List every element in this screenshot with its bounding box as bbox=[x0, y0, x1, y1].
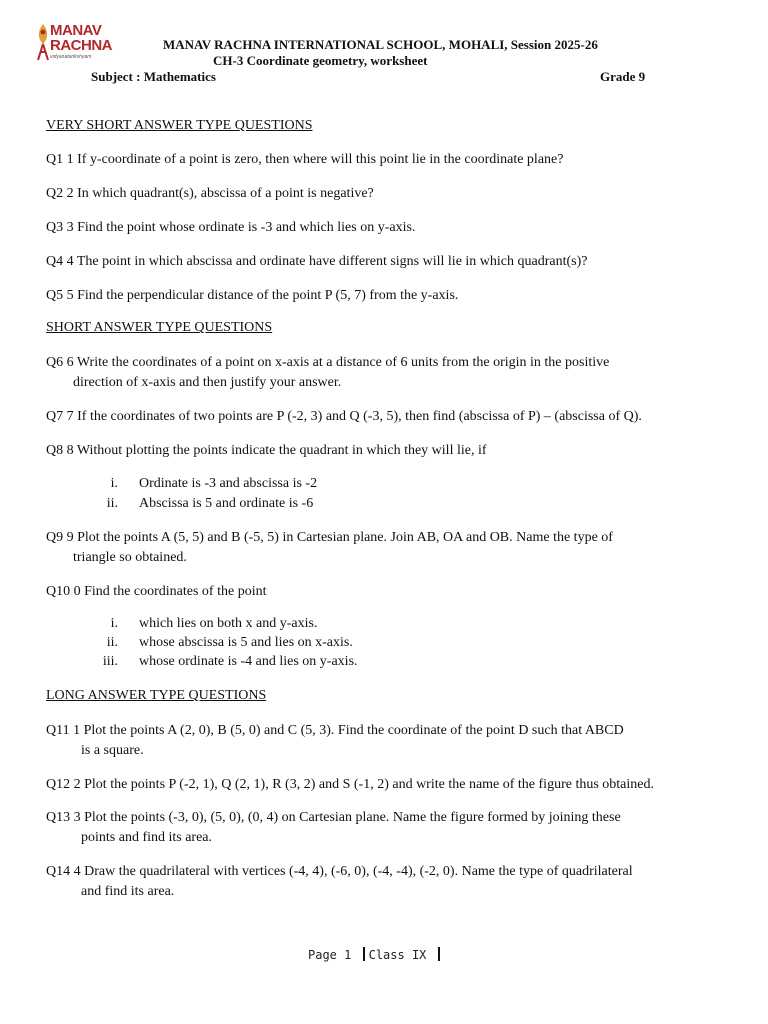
page-footer bbox=[308, 947, 444, 962]
question-text-continued: points and find its area. bbox=[81, 830, 213, 845]
question-text: Find the perpendicular distance of the point P (5, 7) from the y-axis. bbox=[73, 288, 459, 303]
question-7 bbox=[46, 407, 642, 427]
question-9 bbox=[46, 528, 613, 568]
question-11 bbox=[46, 721, 624, 761]
section-heading-short: SHORT ANSWER TYPE QUESTIONS bbox=[46, 320, 273, 335]
question-number: Q6 6 bbox=[46, 355, 74, 370]
question-text: Plot the points A (5, 5) and B (-5, 5) in Cartesian plane. Join AB, OA and OB. Name the type of bbox=[73, 530, 613, 545]
school-logo bbox=[34, 20, 112, 66]
sub-question-text: Ordinate is -3 and abscissa is -2 bbox=[139, 476, 318, 491]
question-14 bbox=[46, 862, 633, 902]
section-heading-long: LONG ANSWER TYPE QUESTIONS bbox=[46, 688, 267, 703]
roman-numeral: iii. bbox=[102, 654, 118, 669]
question-number: Q14 4 bbox=[46, 864, 81, 879]
roman-numeral: ii. bbox=[106, 496, 118, 511]
question-text-continued: direction of x-axis and then justify your answer. bbox=[73, 375, 342, 390]
question-text-continued: triangle so obtained. bbox=[73, 550, 187, 565]
question-text: In which quadrant(s), abscissa of a point is negative? bbox=[73, 186, 374, 201]
question-number: Q9 9 bbox=[46, 530, 74, 545]
question-number: Q3 3 bbox=[46, 220, 74, 235]
question-2 bbox=[46, 184, 374, 204]
section-heading-very-short: VERY SHORT ANSWER TYPE QUESTIONS bbox=[46, 118, 313, 133]
question-6 bbox=[46, 353, 609, 393]
subject-label: Subject : Mathematics bbox=[91, 69, 216, 84]
sub-question-text: whose ordinate is -4 and lies on y-axis. bbox=[139, 654, 358, 669]
roman-numeral: ii. bbox=[106, 635, 118, 650]
question-4 bbox=[46, 252, 587, 272]
roman-numeral: i. bbox=[110, 476, 118, 491]
logo-text-line1: MANAV bbox=[50, 22, 102, 39]
question-text: If y-coordinate of a point is zero, then where will this point lie in the coordinate plane? bbox=[73, 152, 564, 167]
question-3 bbox=[46, 218, 415, 238]
question-number: Q4 4 bbox=[46, 254, 74, 269]
question-number: Q1 1 bbox=[46, 152, 74, 167]
question-12 bbox=[46, 775, 654, 795]
question-number: Q11 1 bbox=[46, 723, 81, 738]
question-text: Find the point whose ordinate is -3 and which lies on y-axis. bbox=[73, 220, 416, 235]
question-8 bbox=[46, 441, 487, 461]
page-number: Page 1 bbox=[308, 948, 352, 962]
question-text: Find the coordinates of the point bbox=[80, 584, 267, 599]
question-text: The point in which abscissa and ordinate have different signs will lie in which quadrant(s)? bbox=[73, 254, 588, 269]
sub-question-text: which lies on both x and y-axis. bbox=[139, 616, 318, 631]
question-number: Q10 0 bbox=[46, 584, 81, 599]
question-text: Write the coordinates of a point on x-axis at a distance of 6 units from the origin in the positive bbox=[73, 355, 610, 370]
sub-question-text: whose abscissa is 5 and lies on x-axis. bbox=[139, 635, 353, 650]
question-10 bbox=[46, 582, 266, 602]
footer-divider bbox=[438, 947, 440, 961]
class-label: Class IX bbox=[368, 948, 427, 962]
grade-label: Grade 9 bbox=[600, 69, 646, 84]
question-number: Q5 5 bbox=[46, 288, 74, 303]
logo-tagline: vidyanatarikshyam bbox=[50, 54, 92, 60]
question-number: Q8 8 bbox=[46, 443, 74, 458]
roman-numeral: i. bbox=[110, 616, 118, 631]
question-text: Without plotting the points indicate the quadrant in which they will lie, if bbox=[73, 443, 487, 458]
sub-question-text: Abscissa is 5 and ordinate is -6 bbox=[139, 496, 314, 511]
question-text: Plot the points (-3, 0), (5, 0), (0, 4) on Cartesian plane. Name the figure formed by joining these bbox=[80, 810, 621, 825]
chapter-title: CH-3 Coordinate geometry, worksheet bbox=[213, 53, 428, 68]
question-13 bbox=[46, 808, 621, 848]
question-number: Q12 2 bbox=[46, 777, 81, 792]
question-5 bbox=[46, 286, 458, 306]
question-text-continued: and find its area. bbox=[81, 884, 175, 899]
logo-text-line2: RACHNA bbox=[50, 37, 112, 54]
question-text: Plot the points A (2, 0), B (5, 0) and C (5, 3). Find the coordinate of the point D such that ABCD bbox=[80, 723, 624, 738]
question-text: Draw the quadrilateral with vertices (-4, 4), (-6, 0), (-4, -4), (-2, 0). Name the type of quadrilateral bbox=[80, 864, 633, 879]
question-number: Q2 2 bbox=[46, 186, 74, 201]
question-text-continued: is a square. bbox=[81, 743, 144, 758]
question-1 bbox=[46, 150, 563, 170]
question-text: If the coordinates of two points are P (-2, 3) and Q (-3, 5), then find (abscissa of P) – (abscissa of Q). bbox=[73, 409, 642, 424]
question-number: Q7 7 bbox=[46, 409, 74, 424]
question-text: Plot the points P (-2, 1), Q (2, 1), R (3, 2) and S (-1, 2) and write the name of the figure thus obtained. bbox=[80, 777, 654, 792]
school-name: MANAV RACHNA INTERNATIONAL SCHOOL, MOHALI, Session 2025-26 bbox=[163, 37, 598, 52]
footer-divider bbox=[363, 947, 365, 961]
question-number: Q13 3 bbox=[46, 810, 81, 825]
